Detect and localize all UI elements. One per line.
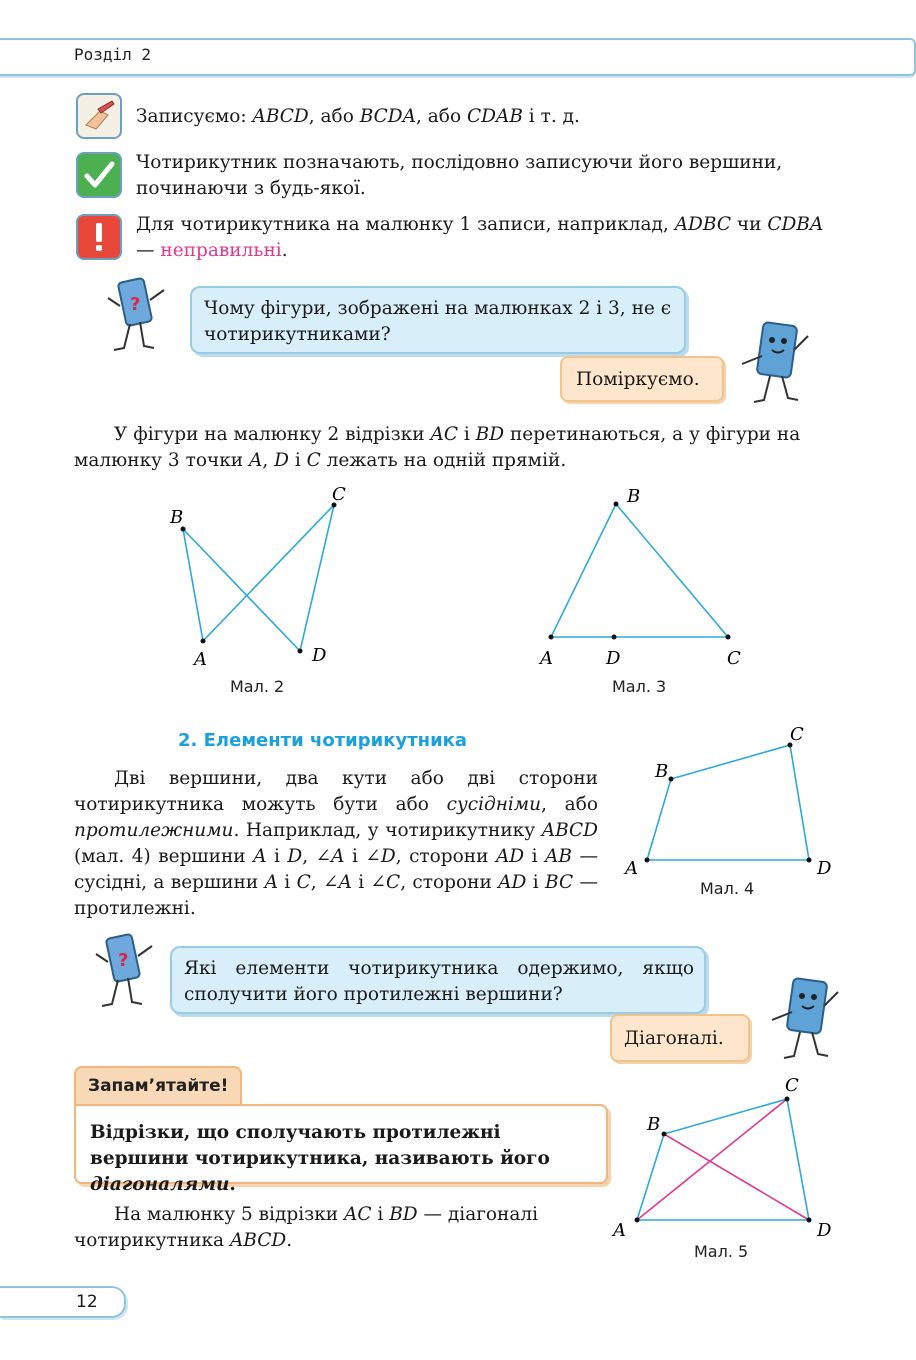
fig3-label-b: B [627,486,641,507]
checkmark-icon [76,152,122,198]
explanation-paragraph: У фігури на малюнку 2 відрізки AC і BD перетинаються, а у фігури на малюнку 3 точки A, D і C лежать на одній прямій. [74,424,801,471]
exclamation-icon [76,214,122,260]
fig4-label-a: A [625,858,638,879]
answer-text-1: Поміркуємо. [576,369,700,390]
note-text-3: Для чотирикутника на малюнку 1 записи, наприклад, ADBC чи CDBA — неправильні. [136,214,824,261]
fig3-label-d: D [606,648,621,669]
note-text-2: Чотирикутник позначають, послідовно записуючи його вершини, починаючи з будь-якої. [136,152,783,199]
fig2-label-c: C [332,484,346,505]
figure-4 [615,720,845,880]
fig3-segment-ba [551,504,616,637]
section-title: 2. Елементи чотирикутника [178,730,468,751]
figure-5 [605,1070,845,1240]
fig3-caption: Мал. 3 [612,677,667,696]
fig5-label-a: A [613,1220,626,1240]
phone-character-answer-icon [762,976,842,1064]
fig5-label-c: C [785,1075,799,1096]
figure-2 [150,480,370,680]
fig4-quadrilateral [647,745,809,860]
elements-paragraph: Дві вершини, два кути або дві сторони чотирикутника можуть бути або сусідніми, або протилежними. Наприклад, у чотирикутнику ABCD (мал. 4) вершини A і D, ∠A і ∠D, сторони AD і AB — сусідні, а вершини A і C, ∠A і ∠C, сторони AD і BC — протилежні. [74,768,598,919]
fig2-segment-ac [203,505,334,641]
fig3-label-a: A [540,648,553,669]
svg-text:?: ? [130,294,141,315]
fig2-label-b: B [170,507,184,528]
question-text-2: Які елементи чотирикутника одержимо, якщо сполучити його протилежні вершини? [184,958,694,1005]
fig2-segment-bd [183,529,300,651]
question-text-1: Чому фігури, зображені на малюнках 2 і 3, не є чотирикутниками? [204,298,672,345]
phone-character-question-icon [88,932,160,1012]
figure-3 [530,480,760,680]
fig4-label-d: D [817,858,832,879]
page-number-box [0,1286,126,1318]
diagonals-paragraph: На малюнку 5 відрізки AC і BD — діагоналі чотирикутника ABCD. [74,1204,539,1251]
remember-box [74,1104,608,1195]
note-text-1: Записуємо: ABCD, або BCDA, або CDAB і т. д. [136,106,580,127]
fig5-caption: Мал. 5 [694,1242,749,1261]
section-header: Розділ 2 [74,45,152,64]
fig3-segment-bc [616,504,728,637]
phone-character-question-icon [100,276,172,356]
page-number: 12 [76,1292,98,1312]
answer-bubble-1 [560,356,724,402]
phone-character-answer-icon [732,320,812,406]
fig2-label-d: D [312,645,327,666]
remember-tab: Запам’ятайте! [74,1066,242,1106]
answer-text-2: Діагоналі. [624,1028,724,1049]
answer-bubble-2 [610,1014,750,1062]
fig2-label-a: A [194,649,207,670]
fig3-label-c: C [727,648,741,669]
fig5-diagonal-bd [664,1134,809,1220]
svg-text:?: ? [118,950,129,971]
question-bubble-1 [190,286,686,354]
question-bubble-2 [170,946,706,1014]
fig2-caption: Мал. 2 [230,677,285,696]
fig2-segment-cd [300,505,334,651]
pencil-hand-icon [76,93,122,139]
fig5-label-d: D [817,1220,832,1240]
fig5-label-b: B [647,1114,661,1135]
fig4-caption: Мал. 4 [700,879,755,898]
fig4-label-b: B [655,761,669,782]
fig5-quadrilateral [637,1099,809,1220]
fig4-label-c: C [790,724,804,745]
remember-text: Відрізки, що сполучають протилежні вершини чотирикутника, називають його діагоналями. [90,1122,550,1195]
